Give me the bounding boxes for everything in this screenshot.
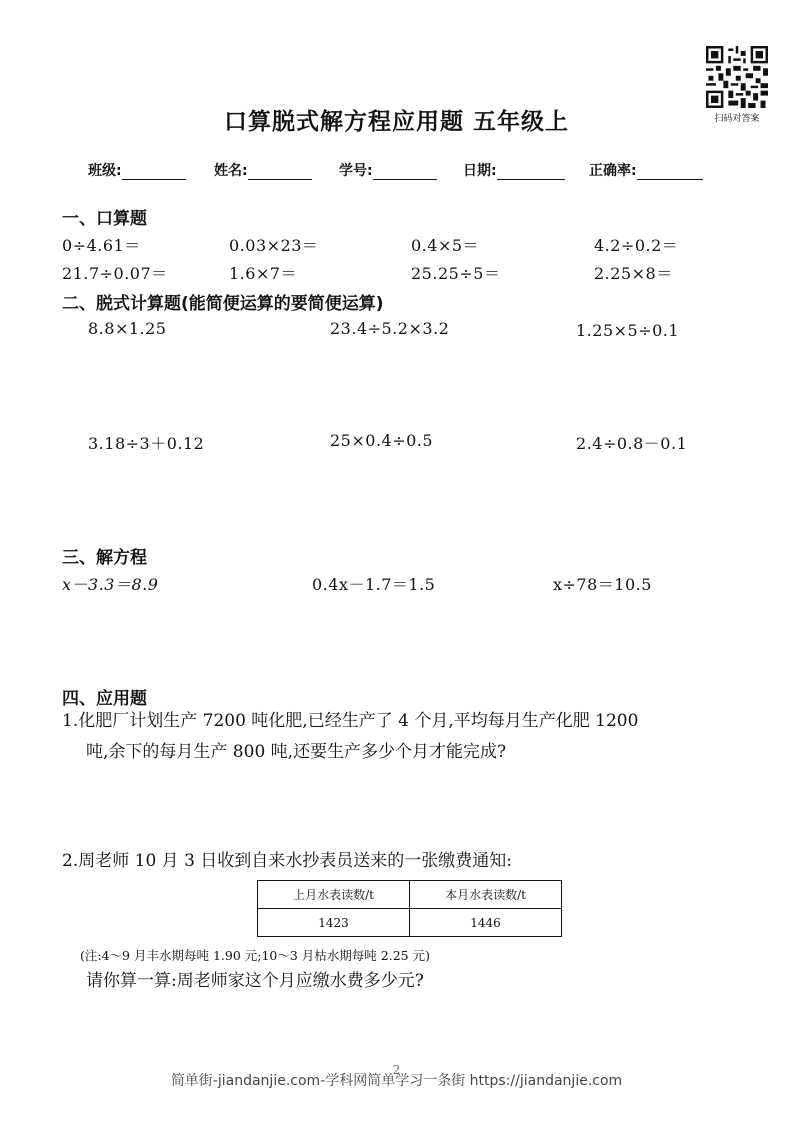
date-blank[interactable] [497, 165, 565, 180]
mental-math-item: 1.6×7＝ [229, 264, 298, 283]
mental-math-item: 25.25÷5＝ [411, 264, 501, 283]
qr-caption: 扫码对答案 [714, 114, 760, 124]
student-id-field[interactable] [339, 160, 437, 180]
name-label: 姓名: [214, 163, 248, 179]
section-equations-heading: 三、解方程 [62, 548, 147, 568]
equation-item: x÷78＝10.5 [553, 575, 652, 594]
mental-math-item: 0÷4.61＝ [62, 236, 141, 255]
water-bill-table [257, 880, 562, 937]
step-calc-item: 8.8×1.25 [88, 319, 167, 338]
table-cell: 1423 [258, 909, 410, 937]
qr-code-icon[interactable] [706, 46, 768, 108]
mental-math-item: 0.4×5＝ [411, 236, 480, 255]
step-calc-item: 25×0.4÷0.5 [330, 431, 434, 450]
price-note: (注:4～9 月丰水期每吨 1.90 元;10～3 月枯水期每吨 2.25 元) [80, 948, 430, 963]
page-title: 口算脱式解方程应用题 五年级上 [223, 108, 569, 135]
student-id-blank[interactable] [373, 165, 437, 180]
mental-math-item: 4.2÷0.2＝ [594, 236, 679, 255]
class-field[interactable] [88, 160, 186, 180]
mental-math-item: 2.25×8＝ [594, 264, 673, 283]
class-blank[interactable] [122, 165, 186, 180]
accuracy-blank[interactable] [637, 165, 703, 180]
date-label: 日期: [463, 163, 497, 179]
section-mental-math-heading: 一、口算题 [62, 209, 147, 229]
step-calc-item: 23.4÷5.2×3.2 [330, 319, 450, 338]
name-blank[interactable] [248, 165, 312, 180]
problem-1-line-2: 吨,余下的每月生产 800 吨,还要生产多少个月才能完成? [86, 742, 507, 762]
problem-2-intro: 2.周老师 10 月 3 日收到自来水抄表员送来的一张缴费通知: [62, 851, 513, 871]
mental-math-item: 0.03×23＝ [229, 236, 319, 255]
table-header-cell: 本月水表读数/t [410, 881, 562, 909]
problem-1-line-1: 1.化肥厂计划生产 7200 吨化肥,已经生产了 4 个月,平均每月生产化肥 1200 [62, 711, 639, 731]
table-header-cell: 上月水表读数/t [258, 881, 410, 909]
step-calc-item: 1.25×5÷0.1 [576, 321, 680, 340]
equation-item: x－3.3＝8.9 [62, 575, 159, 594]
accuracy-field[interactable] [589, 160, 703, 180]
table-cell: 1446 [410, 909, 562, 937]
step-calc-item: 2.4÷0.8－0.1 [576, 434, 688, 453]
step-calc-item: 3.18÷3＋0.12 [88, 434, 205, 453]
table-row [258, 881, 562, 909]
section-step-calc-heading: 二、脱式计算题(能简便运算的要简便运算) [62, 294, 384, 314]
footer-watermark[interactable]: 简单街-jiandanjie.com-学科网简单学习一条街 https://jiandanjie.com [170, 1073, 623, 1089]
problem-2-question: 请你算一算:周老师家这个月应缴水费多少元? [86, 971, 424, 991]
page-number: 2 [392, 1063, 401, 1077]
name-field[interactable] [214, 160, 312, 180]
student-id-label: 学号: [339, 163, 373, 179]
date-field[interactable] [463, 160, 565, 180]
table-row [258, 909, 562, 937]
mental-math-item: 21.7÷0.07＝ [62, 264, 168, 283]
equation-item: 0.4x－1.7＝1.5 [312, 575, 436, 594]
class-label: 班级: [88, 163, 122, 179]
accuracy-label: 正确率: [589, 163, 637, 179]
section-word-problems-heading: 四、应用题 [62, 689, 147, 709]
